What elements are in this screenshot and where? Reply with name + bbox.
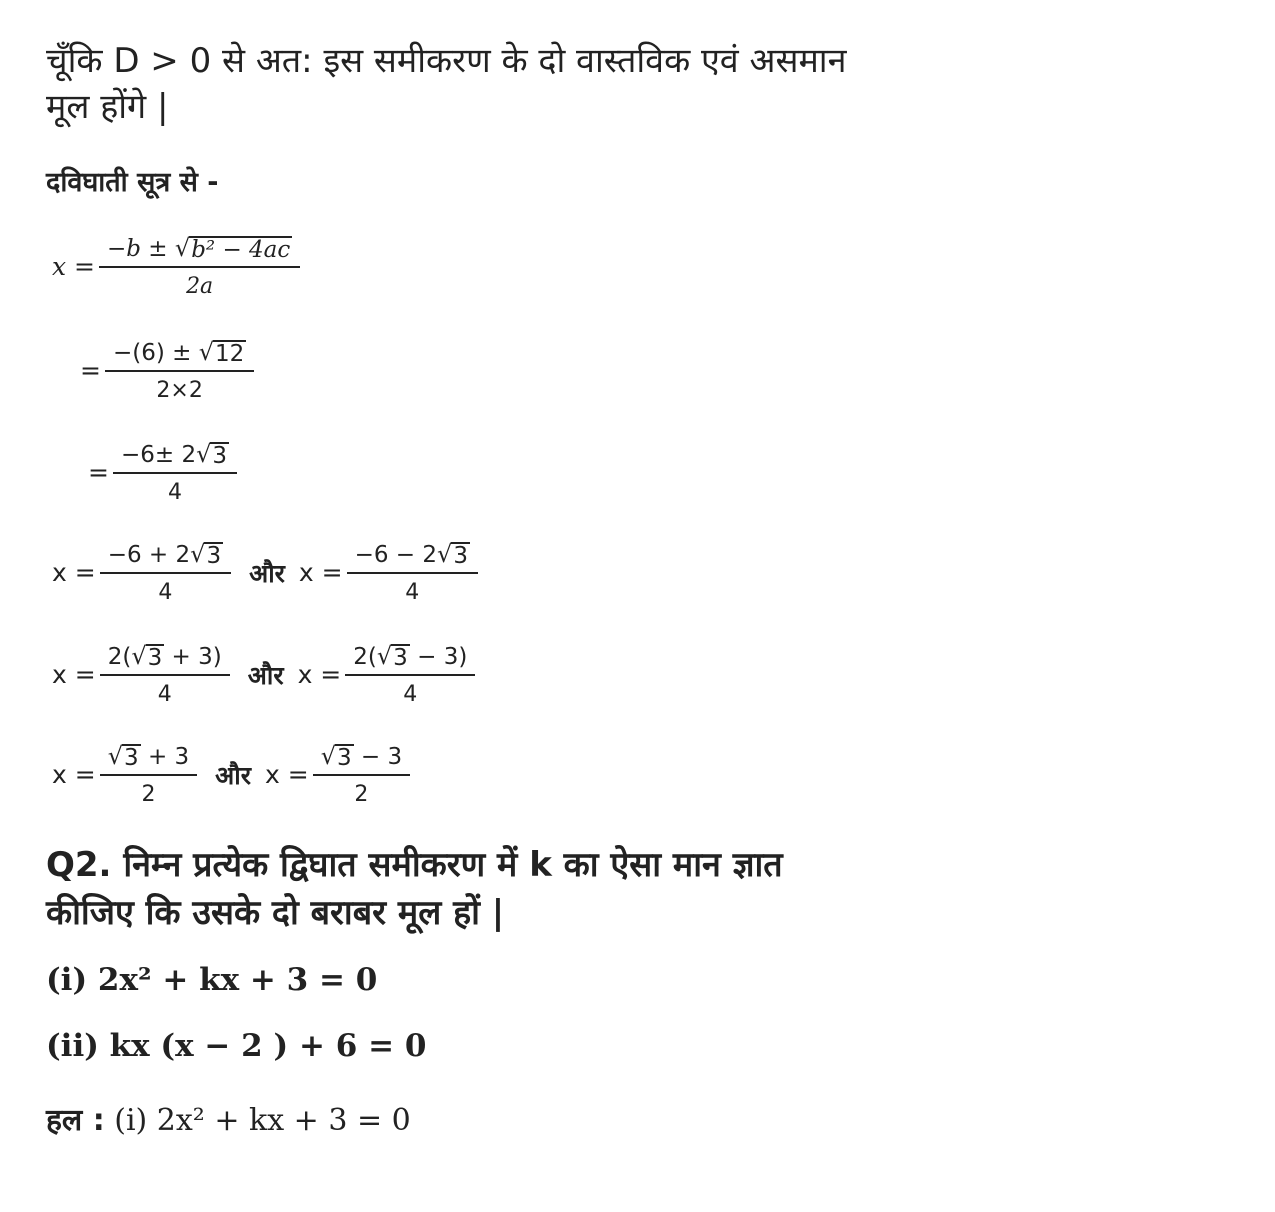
step-3 xyxy=(88,440,241,505)
step-4-radicand-1: 3 xyxy=(206,542,222,569)
part-i: (i) 2x² + kx + 3 = 0 xyxy=(46,962,378,998)
step-5-num2-post: − 3) xyxy=(409,644,468,670)
step-4-denominator-1: 4 xyxy=(158,580,173,605)
step-4-denominator-2: 4 xyxy=(405,580,420,605)
sqrt-symbol: √ xyxy=(320,742,336,770)
step-6 xyxy=(52,742,414,807)
radical xyxy=(321,742,354,770)
radical xyxy=(108,742,141,770)
intro-line-1: चूँकि D > 0 से अत: इस समीकरण के दो वास्तविक एवं असमान xyxy=(46,41,847,81)
step-5 xyxy=(52,642,479,707)
sqrt-symbol: √ xyxy=(107,742,123,770)
step-6-denominator-2: 2 xyxy=(354,782,369,807)
step-3-radicand: 3 xyxy=(212,442,228,469)
step-5-radicand-1: 3 xyxy=(147,644,163,671)
step-1-radicand: b² − 4ac xyxy=(191,236,291,263)
step-5-radicand-2: 3 xyxy=(393,644,408,671)
radical xyxy=(377,642,410,670)
step-3-num-pre: −6± 2 xyxy=(120,442,197,468)
radical xyxy=(199,338,247,366)
step-5-fraction-2 xyxy=(345,642,475,707)
step-1-fraction xyxy=(99,234,300,299)
step-4-fraction-2 xyxy=(347,540,478,605)
step-3-lhs: = xyxy=(88,458,109,487)
question-2-line-1: Q2. निम्न प्रत्येक द्विघात समीकरण में k का ऐसा मान ज्ञात xyxy=(46,845,783,885)
step-6-fraction-2 xyxy=(313,742,410,807)
step-2-radicand: 12 xyxy=(215,340,245,367)
sqrt-symbol: √ xyxy=(196,440,212,468)
step-6-lhs-2: x = xyxy=(264,760,309,789)
step-6-lhs-1: x = xyxy=(52,760,96,789)
step-3-denominator: 4 xyxy=(167,480,182,505)
sqrt-symbol: √ xyxy=(174,234,191,262)
step-4-radicand-2: 3 xyxy=(453,542,468,569)
step-5-num1-pre: 2( xyxy=(107,644,132,670)
step-2-denominator: 2×2 xyxy=(156,378,203,403)
step-2-lhs: = xyxy=(80,356,101,385)
step-6-radicand-1: 3 xyxy=(124,744,139,771)
step-2 xyxy=(80,338,258,403)
step-4 xyxy=(52,540,482,605)
question-2-line-2: कीजिए कि उसके दो बराबर मूल हों | xyxy=(46,893,505,933)
step-4-num2-pre: −6 − 2 xyxy=(354,542,438,568)
solution-label: हल : xyxy=(46,1103,105,1138)
sqrt-symbol: √ xyxy=(376,642,393,670)
sqrt-symbol: √ xyxy=(437,540,453,568)
step-5-fraction-1 xyxy=(100,642,230,707)
step-2-num-pre: −(6) ± xyxy=(112,340,199,366)
step-4-fraction-1 xyxy=(100,540,231,605)
sqrt-symbol: √ xyxy=(198,338,214,366)
step-4-num1-pre: −6 + 2 xyxy=(107,542,191,568)
step-5-lhs-2: x = xyxy=(297,660,342,689)
step-6-num1-post: + 3 xyxy=(140,744,190,770)
radical xyxy=(190,540,223,568)
step-2-fraction xyxy=(105,338,254,403)
step-5-num2-pre: 2( xyxy=(353,644,377,670)
step-1 xyxy=(52,234,304,299)
solution-equation: (i) 2x² + kx + 3 = 0 xyxy=(104,1103,411,1138)
intro-line-2: मूल होंगे | xyxy=(46,87,169,127)
step-5-denominator-1: 4 xyxy=(157,682,172,707)
step-6-fraction-1 xyxy=(100,742,197,807)
formula-heading: दविघाती सूत्र से - xyxy=(46,167,219,198)
and-word: और xyxy=(215,760,251,790)
sqrt-symbol: √ xyxy=(131,642,147,670)
radical xyxy=(131,642,164,670)
radical xyxy=(175,234,292,262)
radical xyxy=(437,540,470,568)
sqrt-symbol: √ xyxy=(190,540,206,568)
step-1-denominator: 2a xyxy=(186,274,214,299)
and-word: और xyxy=(249,558,285,588)
step-4-lhs-2: x = xyxy=(298,558,343,587)
part-ii: (ii) kx (x − 2 ) + 6 = 0 xyxy=(46,1028,427,1064)
step-6-radicand-2: 3 xyxy=(336,744,352,771)
solution-line xyxy=(46,1098,411,1139)
step-5-denominator-2: 4 xyxy=(403,682,418,707)
step-3-fraction xyxy=(113,440,237,505)
step-6-denominator-1: 2 xyxy=(141,782,156,807)
radical xyxy=(196,440,229,468)
step-1-num-pre: −b ± xyxy=(107,236,175,262)
and-word: और xyxy=(247,660,284,690)
step-5-lhs-1: x = xyxy=(52,660,96,689)
step-6-num2-post: − 3 xyxy=(353,744,403,770)
step-4-lhs-1: x = xyxy=(52,558,96,587)
step-5-num1-post: + 3) xyxy=(164,644,222,670)
step-1-lhs: x = xyxy=(52,252,95,281)
